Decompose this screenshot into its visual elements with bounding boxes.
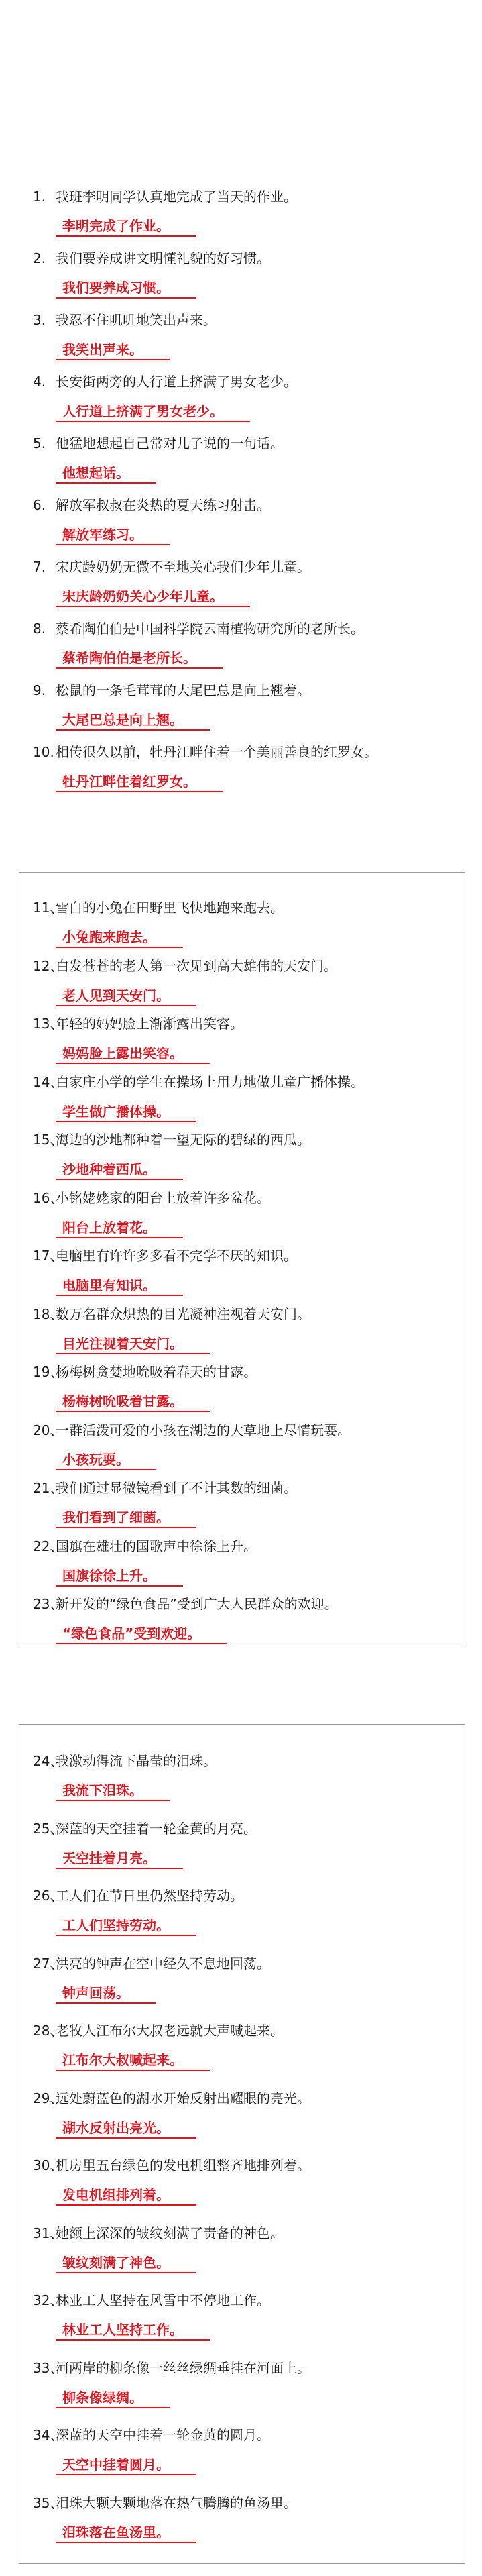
question-text: 白家庄小学的学生在操场上用力地做儿童广播体操。 — [56, 1073, 364, 1090]
exercise-question — [33, 557, 469, 576]
exercise-question — [33, 1130, 469, 1149]
question-text: 老牧人江布尔大叔老远就大声喊起来。 — [56, 2023, 284, 2039]
answer-text: 江布尔大叔喊起来。 — [56, 2051, 210, 2071]
question-text: 小铭姥姥家的阳台上放着许多盆花。 — [56, 1189, 270, 1206]
question-number: 16、 — [33, 1189, 64, 1206]
answer-text: 我流下泪珠。 — [56, 1781, 170, 1801]
question-number: 8. — [33, 621, 46, 637]
question-number: 18、 — [33, 1305, 64, 1322]
answer-text: 钟声回荡。 — [56, 1984, 156, 2004]
answer-text: 杨梅树吮吸着甘露。 — [56, 1392, 210, 1412]
question-number: 24、 — [33, 1753, 64, 1769]
exercise-question — [33, 743, 469, 761]
question-text: 解放军叔叔在炎热的夏天练习射击。 — [56, 497, 270, 513]
exercise-item — [33, 681, 469, 731]
answer-text: 国旗徐徐上升。 — [56, 1566, 183, 1587]
question-number: 14、 — [33, 1073, 64, 1090]
exercise-question — [33, 2493, 469, 2512]
answer-text: 天空中挂着圆月。 — [56, 2455, 196, 2475]
answer-text: 我笑出声来。 — [56, 340, 170, 360]
question-number: 5. — [33, 435, 46, 451]
question-number: 23、 — [33, 1596, 64, 1612]
question-text: 电脑里有许许多多看不完学不厌的知识。 — [56, 1248, 297, 1264]
exercise-question — [33, 2156, 469, 2175]
exercise-question — [33, 2359, 469, 2377]
answer-text: 大尾巴总是向上翘。 — [56, 710, 210, 731]
exercise-item — [33, 1362, 469, 1412]
answer-text: 林业工人坚持工作。 — [56, 2320, 210, 2341]
question-text: 深蓝的天空挂着一轮金黄的月亮。 — [56, 1820, 257, 1837]
exercise-item — [33, 2224, 469, 2273]
question-text: 林业工人坚持在风雪中不停地工作。 — [56, 2292, 270, 2308]
question-text: 宋庆龄奶奶无微不至地关心我们少年儿童。 — [56, 559, 310, 575]
question-number: 9. — [33, 682, 46, 698]
question-text: 杨梅树贪婪地吮吸着春天的甘露。 — [56, 1364, 257, 1380]
question-number: 33、 — [33, 2359, 64, 2376]
answer-text: 发电机组排列着。 — [56, 2186, 196, 2206]
answer-text: 沙地种着西瓜。 — [56, 1160, 183, 1180]
question-text: 数万名群众炽热的目光凝神注视着天安门。 — [56, 1305, 310, 1322]
question-text: 他猛地想起自己常对儿子说的一句话。 — [56, 435, 284, 451]
question-text: 松鼠的一条毛茸茸的大尾巴总是向上翘着。 — [56, 682, 310, 698]
question-text: 白发苍苍的老人第一次见到高大雄伟的天安门。 — [56, 957, 337, 974]
question-text: 我们通过显微镜看到了不计其数的细菌。 — [56, 1480, 297, 1496]
exercise-question — [33, 311, 469, 329]
question-number: 21、 — [33, 1480, 64, 1496]
exercise-question — [33, 1537, 469, 1556]
exercise-item — [33, 1189, 469, 1238]
question-text: 年轻的妈妈脸上渐渐露出笑容。 — [56, 1016, 243, 1032]
answer-text: 泪珠落在鱼汤里。 — [56, 2523, 196, 2543]
question-number: 4. — [33, 374, 46, 390]
answer-text: 电脑里有知识。 — [56, 1276, 183, 1296]
question-number: 19、 — [33, 1364, 64, 1380]
answer-text: 皱纹刻满了神色。 — [56, 2253, 196, 2273]
answer-text: 我们看到了细菌。 — [56, 1508, 196, 1528]
exercise-item — [33, 1073, 469, 1122]
answer-text: 工人们坚持劳动。 — [56, 1916, 196, 1936]
answer-text: 妈妈脸上露出笑容。 — [56, 1044, 210, 1064]
answer-text: 牡丹江畔住着红罗女。 — [56, 772, 223, 792]
exercise-item — [33, 1014, 469, 1064]
exercise-question — [33, 434, 469, 453]
question-number: 10. — [33, 744, 54, 760]
question-number: 12、 — [33, 957, 64, 974]
exercise-question — [33, 1752, 469, 1770]
answer-text: 解放军练习。 — [56, 525, 170, 545]
answer-text: 湖水反射出亮光。 — [56, 2118, 196, 2139]
answer-text: 他想起话。 — [56, 464, 156, 484]
question-number: 29、 — [33, 2090, 64, 2106]
exercise-item — [33, 957, 469, 1006]
exercise-question — [33, 2426, 469, 2445]
exercise-item — [33, 2359, 469, 2408]
exercise-question — [33, 1819, 469, 1838]
answer-text: 李明完成了作业。 — [56, 217, 196, 237]
exercise-item — [33, 2156, 469, 2206]
question-number: 17、 — [33, 1248, 64, 1264]
exercise-question — [33, 496, 469, 515]
question-text: 洪亮的钟声在空中经久不息地回荡。 — [56, 1955, 270, 1972]
exercise-item — [33, 372, 469, 422]
question-number: 26、 — [33, 1888, 64, 1904]
exercise-item — [33, 2426, 469, 2475]
exercise-question — [33, 1362, 469, 1381]
answer-text: 老人见到天安门。 — [56, 986, 196, 1006]
question-text: 我班李明同学认真地完成了当天的作业。 — [56, 189, 297, 205]
question-text: 蔡希陶伯伯是中国科学院云南植物研究所的老所长。 — [56, 621, 364, 637]
answer-text: 柳条像绿绸。 — [56, 2388, 170, 2408]
question-text: 国旗在雄壮的国歌声中徐徐上升。 — [56, 1538, 257, 1554]
exercise-item — [33, 619, 469, 669]
exercise-item — [33, 1130, 469, 1180]
question-number: 30、 — [33, 2157, 64, 2174]
exercise-question — [33, 1189, 469, 1208]
question-text: 深蓝的天空中挂着一轮金黄的圆月。 — [56, 2427, 270, 2443]
exercise-question — [33, 187, 469, 206]
answer-text: 阳台上放着花。 — [56, 1218, 183, 1238]
answer-text: 我们要养成习惯。 — [56, 278, 196, 299]
question-text: 相传很久以前，牡丹江畔住着一个美丽善良的红罗女。 — [56, 744, 377, 760]
exercise-section-1 — [19, 7, 465, 805]
question-text: 新开发的“绿色食品”受到广大人民群众的欢迎。 — [56, 1596, 338, 1612]
question-text: 她额上深深的皱纹刻满了责备的神色。 — [56, 2224, 284, 2241]
exercise-question — [33, 1479, 469, 1497]
question-number: 2. — [33, 250, 46, 266]
answer-text: 目光注视着天安门。 — [56, 1334, 210, 1354]
question-text: 河两岸的柳条像一丝丝绿绸垂挂在河面上。 — [56, 2359, 310, 2376]
exercise-item — [33, 1819, 469, 1869]
question-number: 15、 — [33, 1132, 64, 1148]
exercise-question — [33, 1246, 469, 1265]
question-text: 我们要养成讲文明懂礼貌的好习惯。 — [56, 250, 270, 266]
question-number: 13、 — [33, 1016, 64, 1032]
question-text: 我忍不住叽叽地笑出声来。 — [56, 312, 217, 328]
question-text: 远处蔚蓝色的湖水开始反射出耀眼的亮光。 — [56, 2090, 310, 2106]
exercise-item — [33, 1752, 469, 1801]
answer-text: 人行道上挤满了男女老少。 — [56, 402, 250, 422]
question-text: 机房里五台绿色的发电机组整齐地排列着。 — [56, 2157, 310, 2174]
question-text: 我激动得流下晶莹的泪珠。 — [56, 1753, 217, 1769]
exercise-item — [33, 898, 469, 948]
exercise-item — [33, 2089, 469, 2139]
question-number: 1. — [33, 189, 46, 205]
question-number: 7. — [33, 559, 46, 575]
exercise-question — [33, 1014, 469, 1033]
exercise-question — [33, 1886, 469, 1905]
answer-text: 小兔跑来跑去。 — [56, 928, 183, 948]
question-number: 31、 — [33, 2224, 64, 2241]
exercise-item — [33, 1305, 469, 1354]
answer-text: 天空挂着月亮。 — [56, 1849, 183, 1869]
exercise-question — [33, 2089, 469, 2108]
answer-text: “绿色食品”受到欢迎。 — [56, 1624, 227, 1644]
exercise-question — [33, 1595, 469, 1613]
exercise-item — [33, 1479, 469, 1528]
question-number: 35、 — [33, 2494, 64, 2511]
exercise-item — [33, 434, 469, 484]
exercise-item — [33, 1954, 469, 2004]
answer-text: 小孩玩耍。 — [56, 1450, 156, 1470]
question-number: 3. — [33, 312, 46, 328]
exercise-item — [33, 249, 469, 299]
exercise-item — [33, 311, 469, 360]
question-number: 28、 — [33, 2023, 64, 2039]
exercise-question — [33, 681, 469, 700]
answer-text: 蔡希陶伯伯是老所长。 — [56, 649, 223, 669]
exercise-item — [33, 743, 469, 792]
exercise-item — [33, 1886, 469, 1936]
exercise-item — [33, 2493, 469, 2543]
question-number: 25、 — [33, 1820, 64, 1837]
exercise-section-2 — [19, 872, 465, 1646]
exercise-item — [33, 1421, 469, 1470]
question-number: 32、 — [33, 2292, 64, 2308]
exercise-item — [33, 2021, 469, 2071]
exercise-question — [33, 1073, 469, 1091]
answer-text: 宋庆龄奶奶关心少年儿童。 — [56, 587, 250, 607]
question-number: 27、 — [33, 1955, 64, 1972]
question-number: 34、 — [33, 2427, 64, 2443]
exercise-question — [33, 249, 469, 268]
exercise-item — [33, 2291, 469, 2341]
exercise-item — [33, 557, 469, 607]
exercise-question — [33, 1305, 469, 1324]
question-text: 工人们在节日里仍然坚持劳动。 — [56, 1888, 243, 1904]
exercise-question — [33, 1421, 469, 1440]
exercise-question — [33, 2224, 469, 2243]
question-number: 20、 — [33, 1421, 64, 1438]
question-text: 泪珠大颗大颗地落在热气腾腾的鱼汤里。 — [56, 2494, 297, 2511]
exercise-item — [33, 1246, 469, 1296]
exercise-question — [33, 1954, 469, 1973]
exercise-question — [33, 2291, 469, 2310]
question-text: 一群活泼可爱的小孩在湖边的大草地上尽情玩耍。 — [56, 1421, 351, 1438]
exercise-question — [33, 619, 469, 638]
question-number: 22、 — [33, 1538, 64, 1554]
question-text: 雪白的小兔在田野里飞快地跑来跑去。 — [56, 900, 284, 916]
question-text: 海边的沙地都种着一望无际的碧绿的西瓜。 — [56, 1132, 310, 1148]
question-number: 11、 — [33, 900, 64, 916]
question-text: 长安街两旁的人行道上挤满了男女老少。 — [56, 374, 297, 390]
exercise-item — [33, 496, 469, 545]
exercise-section-3 — [19, 1724, 465, 2564]
exercise-question — [33, 372, 469, 391]
question-number: 6. — [33, 497, 46, 513]
exercise-item — [33, 1537, 469, 1587]
exercise-question — [33, 957, 469, 975]
exercise-question — [33, 2021, 469, 2040]
answer-text: 学生做广播体操。 — [56, 1102, 196, 1122]
exercise-item — [33, 1595, 469, 1644]
exercise-question — [33, 898, 469, 917]
exercise-item — [33, 187, 469, 237]
